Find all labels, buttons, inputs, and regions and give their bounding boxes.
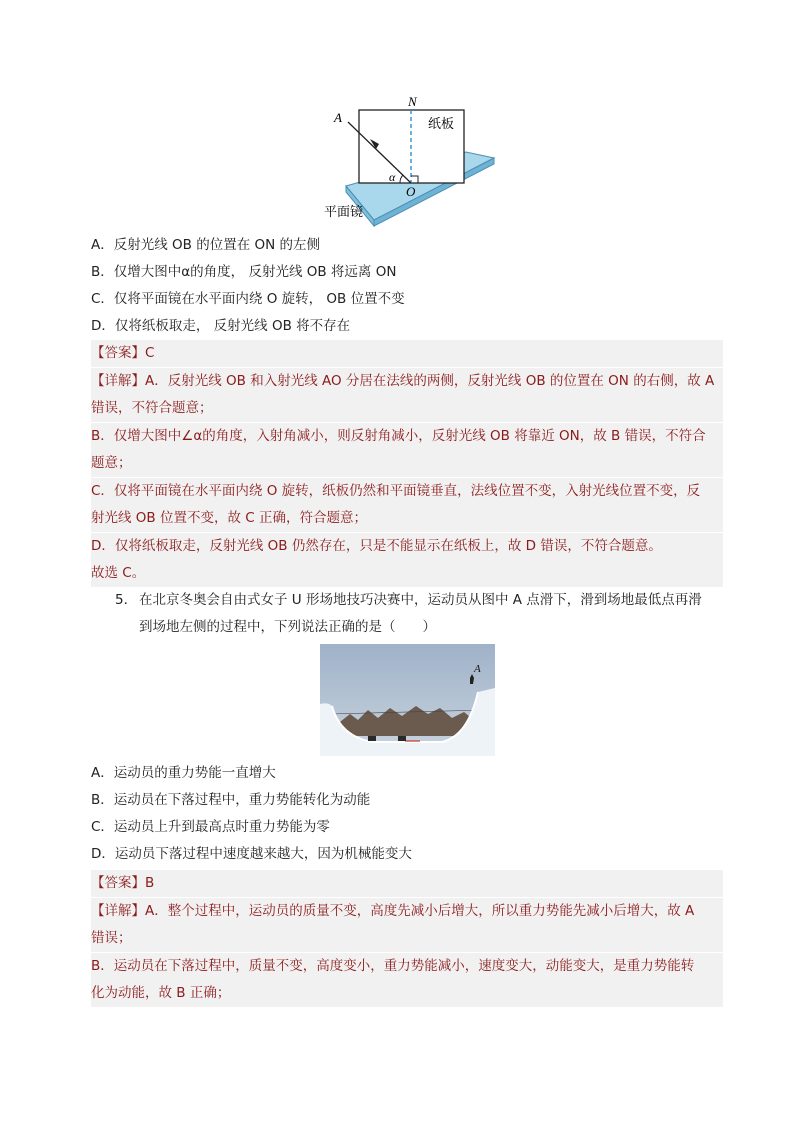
halfpipe-illustration [320,644,495,756]
q5-explain-text: 错误； [91,930,132,946]
q5-explain-line [91,953,723,980]
tunnel-left [368,736,376,741]
q4-answer-value: C [145,345,155,361]
halfpipe-photo [320,644,495,756]
label-o: O [406,184,416,199]
q4-explain-text: 题意； [91,455,132,471]
label-mirror: 平面镜 [324,205,364,220]
q5-answer-block [91,870,723,1007]
q4-option-a: A．反射光线 OB 的位置在 ON 的左侧 [91,237,321,253]
q4-explain-text: 错误，不符合题意； [91,400,213,416]
label-n: N [408,94,417,109]
q5-explain-tag: 【详解】 [91,903,145,919]
photo-label-a: A [474,663,481,675]
q5-option-b: B．运动员在下落过程中，重力势能转化为动能 [91,792,371,808]
q4-explain-line [91,560,723,587]
q4-explain-text: 射光线 OB 位置不变，故 C 正确，符合题意； [91,510,367,526]
q4-explain-text: B．仅增大图中∠α的角度，入射角减小，则反射角减小，反射光线 OB 将靠近 ON，故 B 错误，不符合 [91,428,706,444]
q5-explain-text: A．整个过程中，运动员的质量不变，高度先减小后增大，所以重力势能先减小后增大，故 A [145,903,695,919]
q4-explain-line [91,368,723,395]
q4-option-b: B．仅增大图中α的角度， 反射光线 OB 将远离 ON [91,264,397,280]
q5-explain-text: 化为动能，故 B 正确； [91,985,231,1001]
q4-explain-text: D．仅将纸板取走，反射光线 OB 仍然存在，只是不能显示在纸板上，故 D 错误，不符合题意。 [91,538,662,554]
q4-option-c: C．仅将平面镜在水平面内绕 O 旋转， OB 位置不变 [91,291,405,307]
q5-stem-line1: 在北京冬奥会自由式女子 U 形场地技巧决赛中，运动员从图中 A 点滑下，滑到场地最低点再滑 [139,592,702,608]
q5-answer-value: B [145,875,155,891]
reflection-diagram [318,92,498,230]
q4-option-d: D．仅将纸板取走， 反射光线 OB 将不存在 [91,318,351,334]
q5-option-a: A．运动员的重力势能一直增大 [91,765,276,781]
tunnel-right [398,736,406,741]
q5-option-c: C．运动员上升到最高点时重力势能为零 [91,819,330,835]
label-a: A [334,110,342,125]
q4-explain-tag: 【详解】 [91,373,145,389]
q4-explain-text: C．仅将平面镜在水平面内绕 O 旋转，纸板仍然和平面镜垂直，法线位置不变，入射光线位置不变，反 [91,483,701,499]
q5-answer-line [91,870,723,898]
q5-explain-line [91,925,723,953]
q5-number: 5． [115,592,138,608]
q4-explain-line [91,505,723,533]
q5-explain-line [91,898,723,925]
q5-explain-line [91,980,723,1007]
q4-explain-line [91,533,723,560]
q4-explain-line [91,450,723,478]
q4-explain-line [91,395,723,423]
label-paper: 纸板 [428,117,455,132]
q4-answer-tag: 【答案】 [91,345,145,361]
q4-explain-line [91,478,723,505]
q5-option-d: D．运动员下落过程中速度越来越大，因为机械能变大 [91,846,412,862]
q4-answer-line [91,340,723,368]
q4-explain-line [91,423,723,450]
label-alpha: α [389,170,396,184]
q5-stem-line2: 到场地左侧的过程中，下列说法正确的是（ ） [139,619,436,635]
q5-explain-text: B．运动员在下落过程中，质量不变，高度变小，重力势能减小，速度变大，动能变大，是重力势能转 [91,958,695,974]
q4-conclusion: 故选 C。 [91,565,146,581]
q5-answer-tag: 【答案】 [91,875,145,891]
q4-explain-text: A．反射光线 OB 和入射光线 AO 分居在法线的两侧，反射光线 OB 的位置在 ON 的右侧，故 A [145,373,715,389]
q4-answer-block [91,340,723,587]
